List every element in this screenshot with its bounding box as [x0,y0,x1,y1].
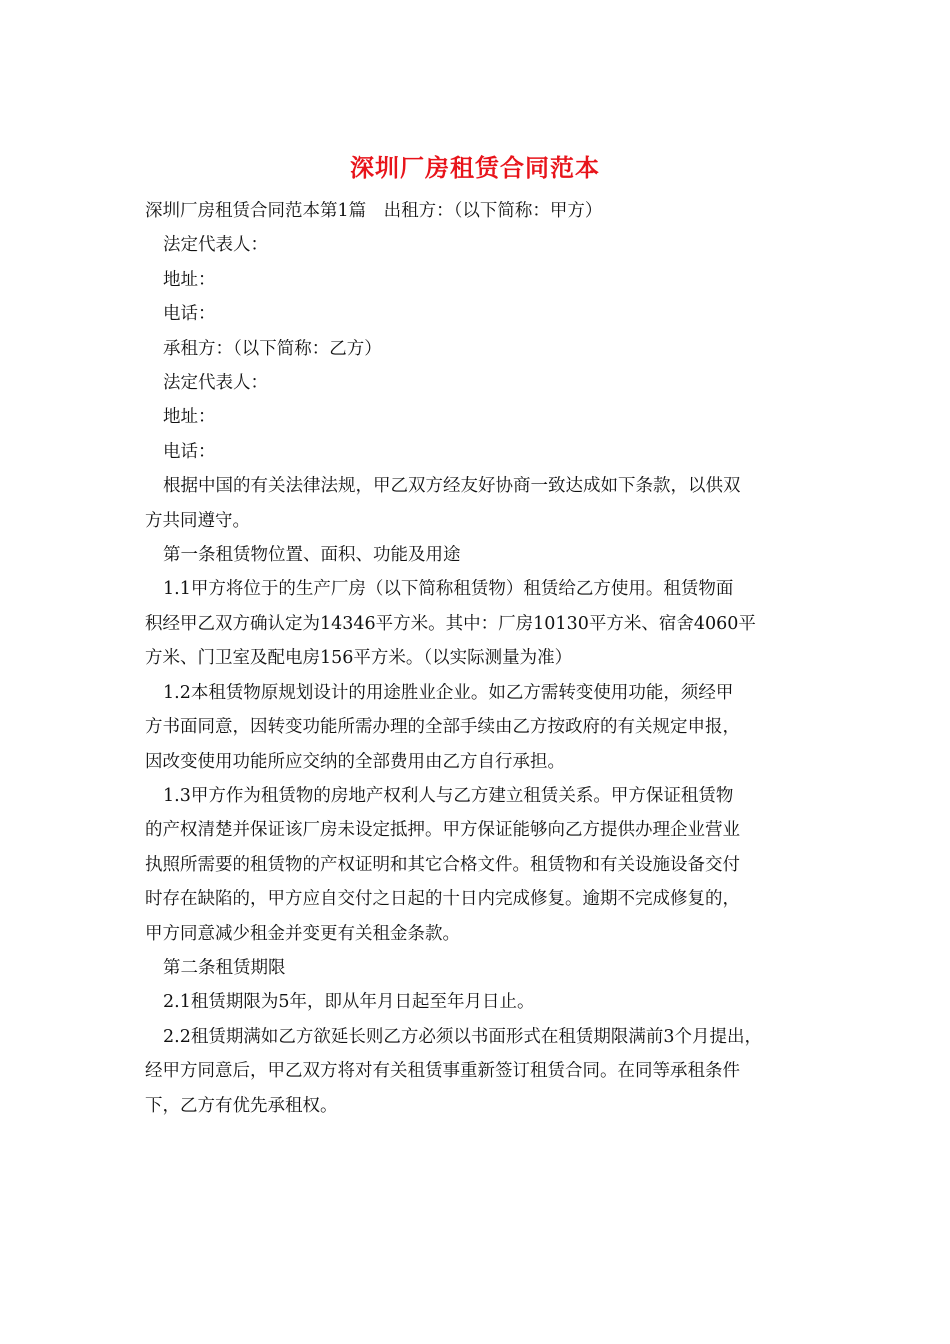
text-line: 执照所需要的租赁物的产权证明和其它合格文件。租赁物和有关设施设备交付 [145,854,740,875]
section-heading-1: 第一条租赁物位置、面积、功能及用途 [163,545,461,566]
text-line: 的产权清楚并保证该厂房未设定抵押。甲方保证能够向乙方提供办理企业营业 [145,820,740,841]
text-line-lessor-phone: 电话： [163,304,216,325]
document-title: 深圳厂房租赁合同范本 [350,153,600,182]
text-line: 时存在缺陷的，甲方应自交付之日起的十日内完成修复。逾期不完成修复的， [145,889,740,910]
text-line: 根据中国的有关法律法规，甲乙双方经友好协商一致达成如下条款，以供双 [163,476,741,497]
text-line-header: 深圳厂房租赁合同范本第1篇 出租方：（以下简称：甲方） [145,201,603,221]
text-line: 甲方同意减少租金并变更有关租金条款。 [145,923,460,944]
text-line: 积经甲乙双方确认定为14346平方米。其中：厂房10130平方米、宿舍4060平 [145,613,756,634]
text-line-lessee-address: 地址： [163,407,216,428]
text-line: 经甲方同意后，甲乙双方将对有关租赁事重新签订租赁合同。在同等承租条件 [145,1061,740,1082]
text-line: 1.1甲方将位于的生产厂房（以下简称租赁物）租赁给乙方使用。租赁物面 [163,579,734,600]
document-body [145,194,835,1123]
text-line-lessor-address: 地址： [163,269,216,290]
text-line: 2.2租赁期满如乙方欲延长则乙方必须以书面形式在租赁期限满前3个月提出， [163,1026,762,1047]
section-heading-2: 第二条租赁期限 [163,957,286,978]
text-line: 1.3甲方作为租赁物的房地产权利人与乙方建立租赁关系。甲方保证租赁物 [163,785,734,806]
text-line: 方米、门卫室及配电房156平方米。（以实际测量为准） [145,648,573,669]
text-line: 下，乙方有优先承租权。 [145,1095,338,1116]
text-line-lessee-phone: 电话： [163,441,216,462]
text-line-lessee: 承租方：（以下简称：乙方） [163,338,382,359]
text-line: 1.2本租赁物原规划设计的用途胜业企业。如乙方需转变使用功能，须经甲 [163,682,734,703]
text-line: 方共同遵守。 [145,510,250,531]
text-line-lessee-rep: 法定代表人： [163,373,268,394]
text-line: 2.1租赁期限为5年，即从年月日起至年月日止。 [163,992,535,1013]
text-line: 因改变使用功能所应交纳的全部费用由乙方自行承担。 [145,751,565,772]
text-line: 方书面同意，因转变功能所需办理的全部手续由乙方按政府的有关规定申报， [145,717,740,738]
text-line-lessor-rep: 法定代表人： [163,235,268,256]
